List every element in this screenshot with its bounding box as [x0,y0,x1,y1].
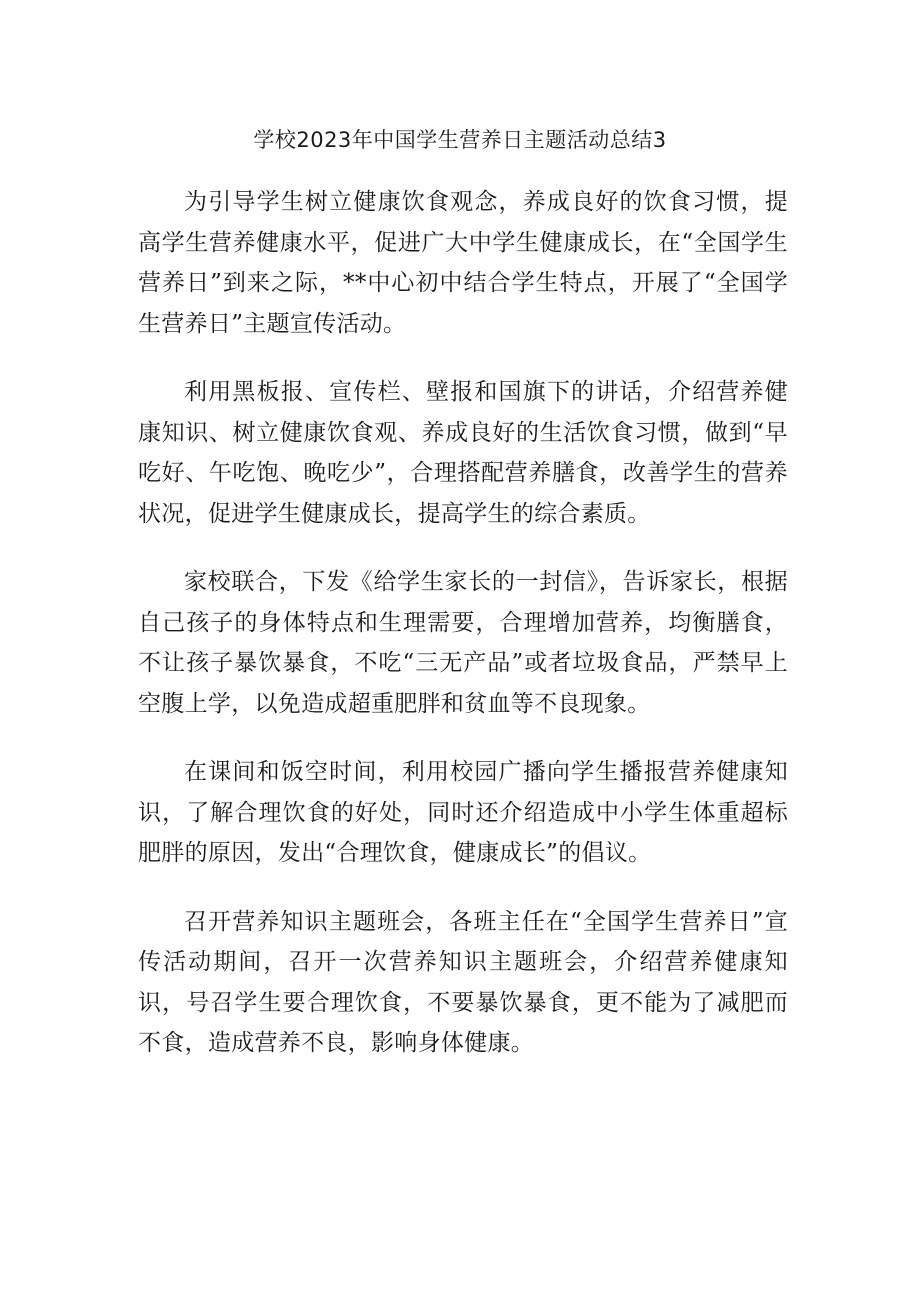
document-body [138,182,788,1092]
paragraph-class-meeting: 召开营养知识主题班会，各班主任在“全国学生营养日”宣传活动期间，召开一次营养知识主题班会，介绍营养健康知识，号召学生要合理饮食，不要暴饮暴食，更不能为了减肥而不食，造成营养不良，影响身体健康。 [138,908,788,1056]
paragraph-intro: 为引导学生树立健康饮食观念，养成良好的饮食习惯，提高学生营养健康水平，促进广大中学生健康成长，在“全国学生营养日”到来之际，**中心初中结合学生特点，开展了“全国学生营养日”主题宣传活动。 [138,189,788,337]
document-title: 学校2023年中国学生营养日主题活动总结3 [253,128,667,152]
paragraph-home-school: 家校联合，下发《给学生家长的一封信》，告诉家长，根据自己孩子的身体特点和生理需要，合理增加营养，均衡膳食，不让孩子暴饮暴食，不吃“三无产品”或者垃圾食品，严禁早上空腹上学，以免造成超重肥胖和贫血等不良现象。 [138,569,788,717]
paragraph-broadcast: 在课间和饭空时间，利用校园广播向学生播报营养健康知识，了解合理饮食的好处，同时还介绍造成中小学生体重超标肥胖的原因，发出“合理饮食，健康成长”的倡议。 [138,759,788,866]
paragraph-blackboard: 利用黑板报、宣传栏、壁报和国旗下的讲话，介绍营养健康知识、树立健康饮食观、养成良好的生活饮食习惯，做到“早吃好、午吃饱、晚吃少”，合理搭配营养膳食，改善学生的营养状况，促进学生健康成长，提高学生的综合素质。 [138,379,788,527]
